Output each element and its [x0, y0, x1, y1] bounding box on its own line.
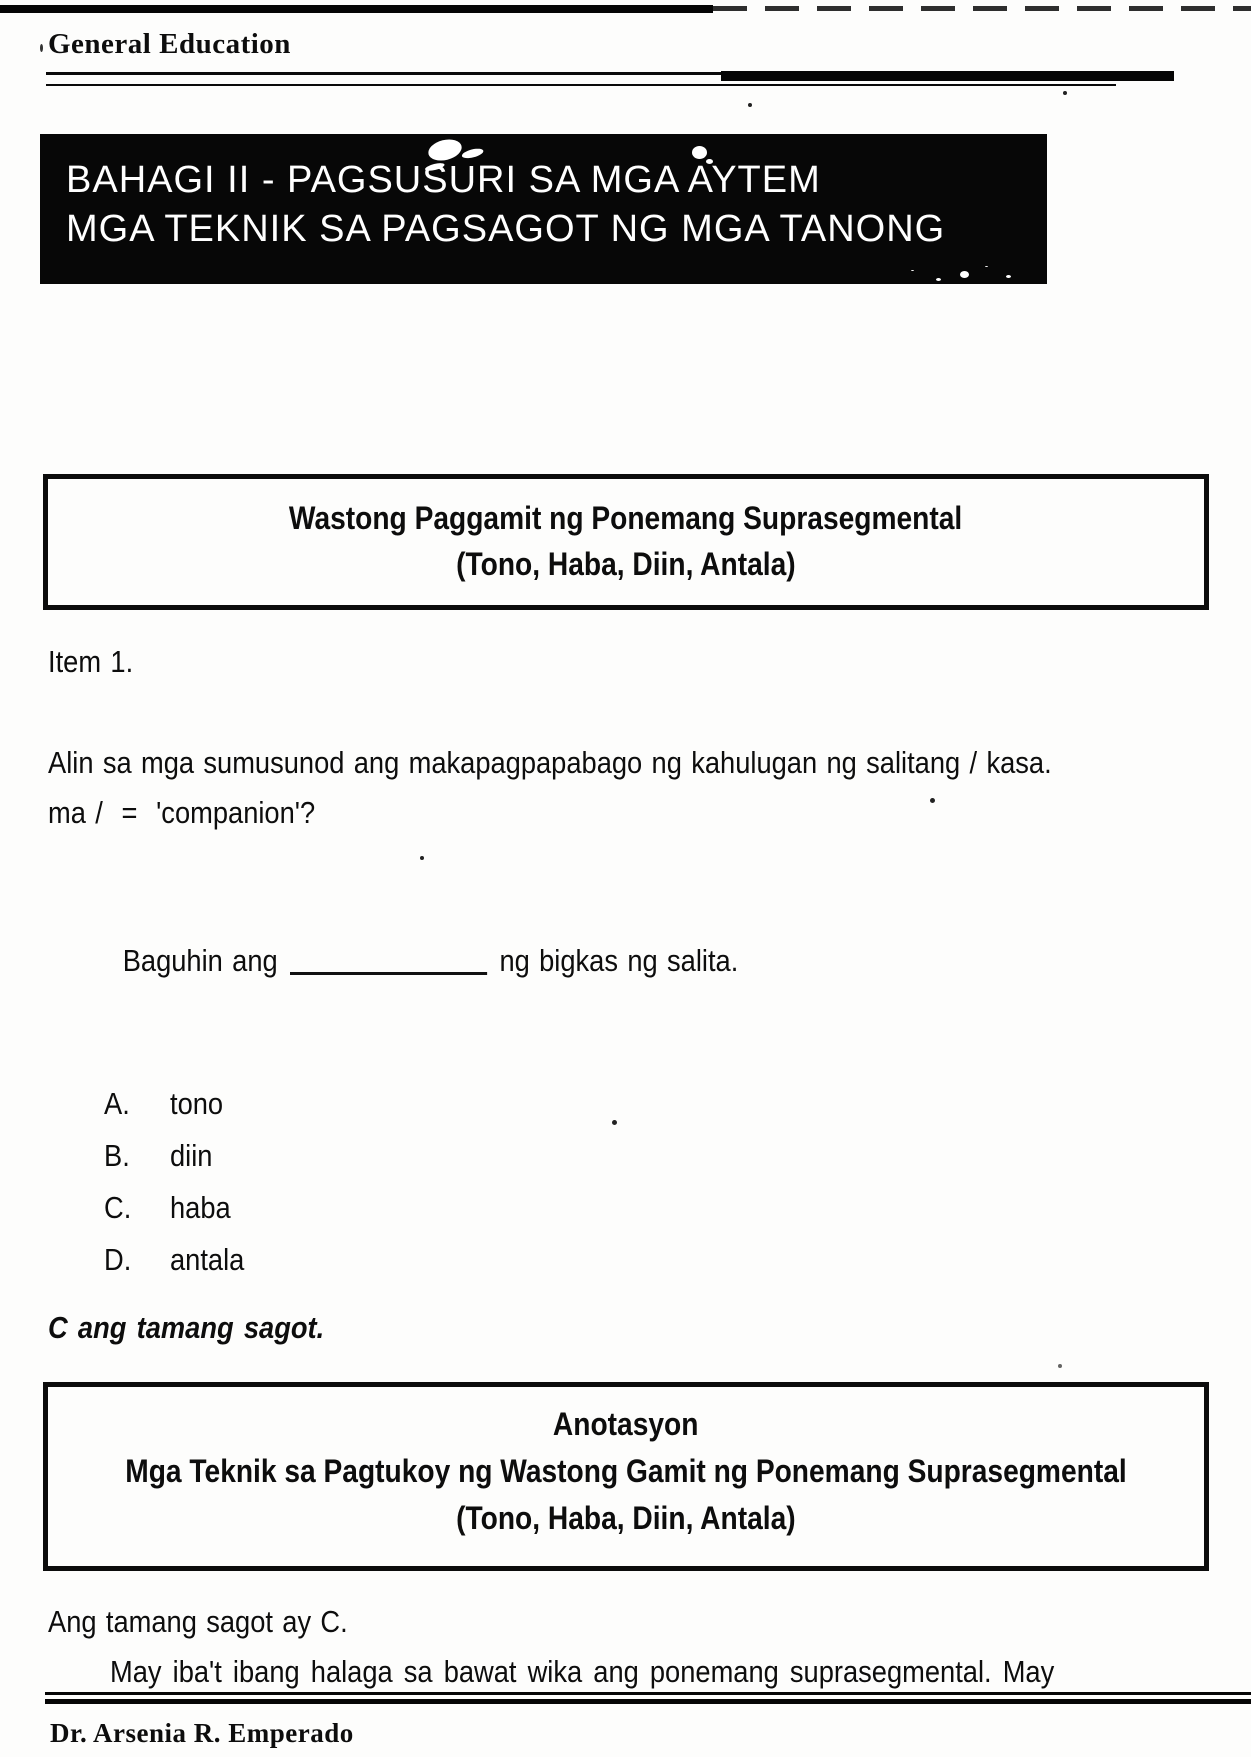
choice-text: antala: [170, 1242, 245, 1277]
scan-artifact: [1063, 91, 1067, 95]
fill-text-after: ng bigkas ng salita.: [499, 943, 739, 978]
choice-letter: A.: [104, 1086, 130, 1121]
choice-text: tono: [170, 1086, 224, 1121]
scan-artifact: [930, 798, 935, 803]
scan-artifact: [612, 1120, 617, 1125]
page-footer: [0, 1692, 1251, 1749]
scan-artifact: [748, 103, 752, 107]
answer-blank: [290, 942, 487, 975]
fill-in-the-blank-line: [48, 886, 1209, 1036]
annotation-box-line-3: (Tono, Haba, Diin, Antala): [456, 1500, 796, 1536]
choice-letter: C.: [104, 1190, 132, 1225]
annotation-paragraph-line-1: Ang tamang sagot ay C.: [48, 1604, 348, 1639]
choice-letter: B.: [104, 1138, 130, 1173]
section-label: General Education: [48, 28, 291, 60]
choice-letter: D.: [104, 1242, 132, 1277]
header-rule-thick-bar: [721, 71, 1175, 81]
scan-speck: [692, 146, 707, 159]
correct-answer-note: C ang tamang sagot.: [48, 1310, 325, 1345]
topic-box-subtitle: (Tono, Haba, Diin, Antala): [456, 546, 796, 582]
header-rule: [46, 70, 1209, 84]
question-line-2: ma / = 'companion'?: [48, 795, 316, 830]
choice-row-b: [104, 1130, 1209, 1182]
scan-artifact: [40, 44, 43, 52]
topic-box-title: Wastong Paggamit ng Ponemang Suprasegmental: [289, 500, 963, 536]
part-title-banner: [40, 134, 1047, 284]
topic-title-box: [43, 474, 1209, 610]
annotation-box-title: Anotasyon: [553, 1406, 699, 1442]
scan-speck: [960, 271, 969, 278]
annotation-box-line-2: Mga Teknik sa Pagtukoy ng Wastong Gamit ng Ponemang Suprasegmental: [125, 1453, 1127, 1489]
footer-rule: [45, 1692, 1251, 1704]
annotation-box: [43, 1382, 1209, 1571]
scan-artifact: [1058, 1364, 1062, 1368]
choice-row-a: [104, 1078, 1209, 1130]
scan-artifact: [420, 856, 424, 860]
fill-text-before: Baguhin ang: [122, 943, 278, 978]
banner-line-1: BAHAGI II - PAGSUSURI SA MGA AYTEM: [66, 159, 821, 201]
annotation-paragraph-line-2: May iba't ibang halaga sa bawat wika ang ponemang suprasegmental. May: [110, 1654, 1055, 1689]
banner-line-2: MGA TEKNIK SA PAGSAGOT NG MGA TANONG: [66, 208, 946, 250]
choice-text: diin: [170, 1138, 213, 1173]
question-text: [48, 738, 1209, 838]
choice-row-c: [104, 1182, 1209, 1234]
choice-row-d: [104, 1234, 1209, 1286]
item-number-label: Item 1.: [48, 644, 134, 679]
footer-author: Dr. Arsenia R. Emperado: [50, 1718, 354, 1748]
choices-list: [46, 1078, 1209, 1286]
choice-text: haba: [170, 1190, 231, 1225]
question-line-1: Alin sa mga sumusunod ang makapagpapabago ng kahulugan ng salitang / kasa.: [48, 745, 1052, 780]
